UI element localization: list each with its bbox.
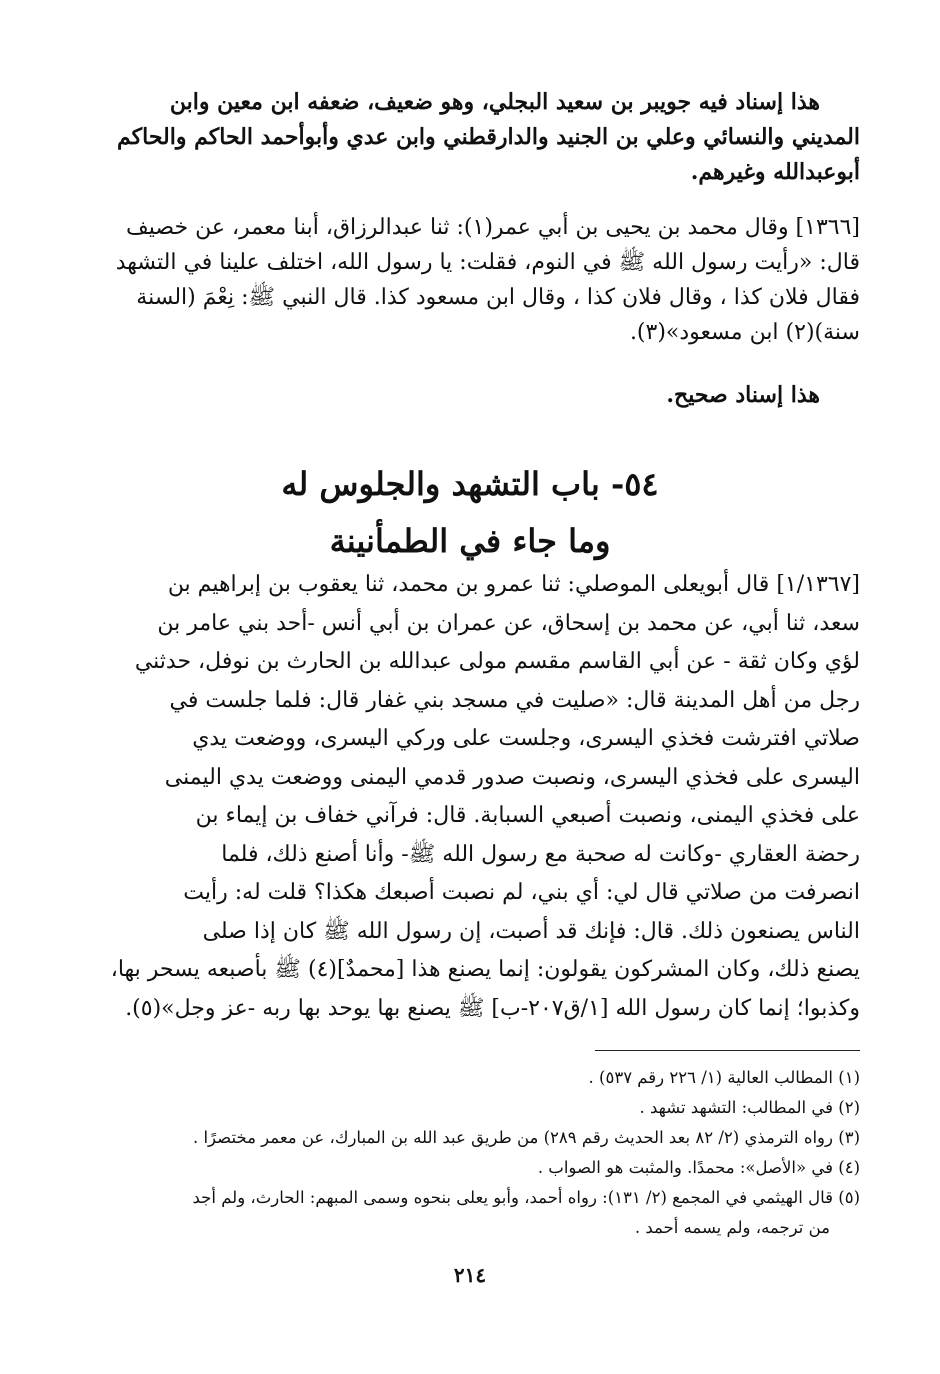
text-line: رجل من أهل المدينة قال: «صليت في مسجد بني غفار قال: فلما جلست في	[169, 687, 860, 713]
footnote-1: (١) المطالب العالية (١/ ٢٢٦ رقم ٥٣٧) .	[588, 1068, 860, 1087]
hadith-1366	[80, 210, 860, 350]
text-line: اليسرى على فخذي اليسرى، ونصبت صدور قدمي اليمنى ووضعت يدي اليمنى	[164, 764, 860, 790]
text-line: المديني والنسائي وعلي بن الجنيد والدارقطني وابن عدي وأبوأحمد الحاكم والحاكم	[117, 124, 860, 150]
text-line: انصرفت من صلاتي قال لي: أي بني، لم نصبت أصبعك هكذا؟ قلت له: رأيت	[183, 880, 860, 905]
footnote-2: (٢) في المطالب: التشهد تشهد .	[639, 1098, 860, 1117]
text-line: أبوعبدالله وغيرهم.	[690, 159, 860, 185]
text-line: [١/١٣٦٧] قال أبويعلى الموصلي: ثنا عمرو بن محمد، ثنا يعقوب بن إبراهيم بن	[167, 572, 860, 597]
text-line: سنة)(٢) ابن مسعود»(٣).	[629, 320, 860, 345]
text-line: رحضة العقاري -وكانت له صحبة مع رسول الله ﷺ- وأنا أصنع ذلك، فلما	[221, 841, 860, 867]
text-line: قال: «رأيت رسول الله ﷺ في النوم، فقلت: يا رسول الله، اختلف علينا في التشهد	[115, 250, 860, 275]
text-line: [١٣٦٦] وقال محمد بن يحيى بن أبي عمر(١): ثنا عبدالرزاق، أبنا معمر، عن خصيف	[126, 215, 860, 240]
footnote-divider	[595, 1050, 860, 1051]
footnote-4: (٤) في «الأصل»: محمدًا. والمثبت هو الصواب .	[537, 1158, 860, 1177]
footnote-3: (٣) رواه الترمذي (٢/ ٨٢ بعد الحديث رقم ٢٨٩) من طريق عبد الله بن المبارك، عن معمر مختصرًا .	[192, 1128, 860, 1147]
text-line: على فخذي اليمنى، ونصبت أصبعي السبابة. قال: فرآني خفاف بن إيماء بن	[195, 803, 860, 828]
chapter-title-line2: وما جاء في الطمأنينة	[329, 522, 611, 560]
hadith-1367	[80, 566, 860, 1028]
footnotes	[80, 1063, 860, 1243]
footnote-5-continued: من ترجمه، ولم يسمه أحمد .	[634, 1218, 830, 1237]
text-line: يصنع ذلك، وكان المشركون يقولون: إنما يصنع هذا [محمدٌ](٤) ﷺ بأصبعه يسحر بها،	[110, 957, 860, 982]
text-line: الناس يصنعون ذلك. قال: فإنك قد أصبت، إن رسول الله ﷺ كان إذا صلى	[202, 918, 860, 944]
text-line: سعد، ثنا أبي، عن محمد بن إسحاق، عن عمران بن أبي أنس -أحد بني عامر بن	[157, 610, 860, 636]
text-line: لؤي وكان ثقة - عن أبي القاسم مقسم مولى عبدالله بن الحارث بن نوفل، حدثني	[134, 649, 860, 674]
text-line: وكذبوا؛ إنما كان رسول الله [١/ق٢٠٧-ب] ﷺ يصنع بها يوحد بها ربه -عز وجل»(٥).	[125, 995, 860, 1021]
text-line: صلاتي افترشت فخذي اليسرى، وجلست على وركي اليسرى، ووضعت يدي	[192, 726, 860, 751]
paragraph-isnad-note	[80, 85, 860, 190]
text-line: هذا إسناد فيه جويبر بن سعيد البجلي، وهو ضعيف، ضعفه ابن معين وابن	[169, 89, 820, 115]
chapter-title-line1: ٥٤- باب التشهد والجلوس له	[281, 465, 659, 503]
text-line: فقال فلان كذا ، وقال فلان كذا ، وقال ابن مسعود كذا. قال النبي ﷺ: نِعْمَ (السنة	[136, 285, 860, 310]
grading-1366: هذا إسناد صحيح.	[666, 382, 820, 408]
footnote-5: (٥) قال الهيثمي في المجمع (٢/ ١٣١): رواه أحمد، وأبو يعلى بنحوه وسمى المبهم: الحارث، ولم أجد	[192, 1188, 860, 1207]
page-number: ٢١٤	[453, 1263, 487, 1287]
